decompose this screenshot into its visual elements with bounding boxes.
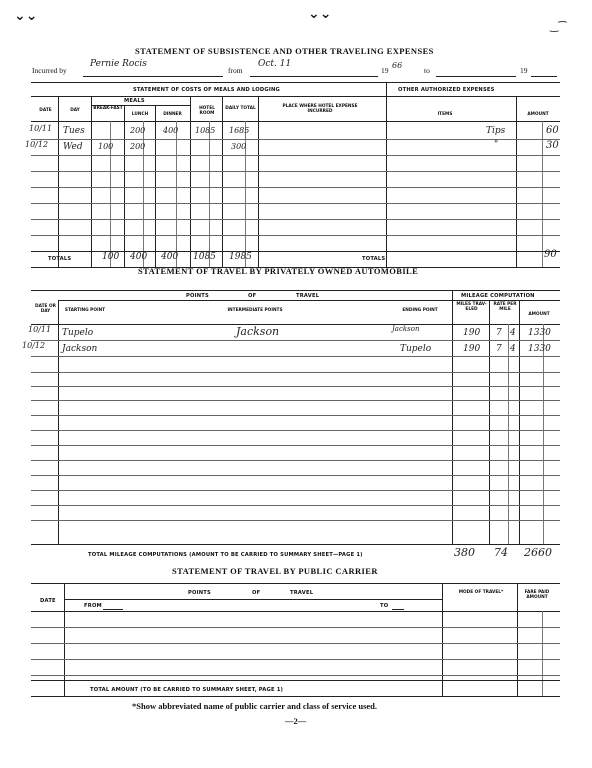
public-section-title: STATEMENT OF TRAVEL BY PUBLIC CARRIER [172,566,378,576]
meal-row1-item[interactable]: Tips [486,126,506,136]
col-miles-traveled: MILES TRAV-ELED [456,302,487,312]
total-mileage-label: TOTAL MILEAGE COMPUTATIONS (AMOUNT TO BE CARRIED TO SUMMARY SHEET—PAGE 1) [88,552,363,558]
auto-points-header-3: TRAVEL [296,293,320,299]
pub-to-label: TO [380,603,389,609]
meal-row1-daily[interactable]: 1685 [229,126,250,135]
total-dinner[interactable]: 400 [161,252,179,262]
other-totals-label: TOTALS [362,256,386,262]
meal-row1-dinner[interactable]: 400 [163,126,179,135]
meal-row2-daily[interactable]: 300 [231,142,247,151]
col-lunch: LUNCH [131,112,149,117]
meals-section-title: STATEMENT OF COSTS OF MEALS AND LODGING [133,87,280,93]
auto-row2-amount[interactable]: 1330 [528,344,551,354]
col-amount: AMOUNT [527,112,549,117]
punch-mark-center: ⌄⌄ [308,6,332,22]
col-dinner: DINNER [163,112,182,117]
meal-row2-day[interactable]: Wed [63,142,83,152]
punch-mark-left: ⌄⌄ [14,8,38,24]
meal-row2-item[interactable]: " [494,140,499,150]
auto-points-header-2: OF [248,293,257,299]
col-intermediate-points: INTERMEDIATE POINTS [227,308,283,313]
pub-points-header-1: POINTS [188,590,211,596]
meal-row2-breakfast[interactable]: 100 [98,142,114,151]
total-lunch[interactable]: 400 [130,252,148,262]
auto-row2-date[interactable]: 10/12 [22,341,46,350]
meal-row1-hotel[interactable]: 1085 [195,126,216,135]
col-auto-amount: AMOUNT [528,312,550,317]
meal-row1-day[interactable]: Tues [63,126,85,136]
meals-group-label: MEALS [124,98,145,104]
col-items: ITEMS [437,112,453,117]
pub-from-label: FROM [84,603,102,609]
page-number: —2— [285,716,307,726]
auto-row2-ending[interactable]: Tupelo [400,344,432,354]
auto-section-title: STATEMENT OF TRAVEL BY PRIVATELY OWNED AUTOMOBILE [138,266,419,276]
col-starting-point: STARTING POINT [64,308,106,313]
auto-row1-starting[interactable]: Tupelo [62,328,94,338]
col-date-or-day: DATE OR DAY [35,304,56,314]
incurred-by-label: Incurred by [32,66,67,75]
col-hotel: HOTEL ROOM [199,106,215,116]
auto-row1-ending[interactable]: Jackson [392,325,420,333]
auto-row2-starting[interactable]: Jackson [62,344,98,354]
auto-row1-rate-cents[interactable]: 4 [510,328,516,338]
meal-row2-lunch[interactable]: 200 [130,142,146,151]
col-date: DATE [39,108,52,113]
col-fare-paid: FARE PAID AMOUNT [524,590,550,600]
total-other-amount[interactable]: 90 [544,249,557,260]
total-rate[interactable]: 74 [494,546,508,559]
total-hotel[interactable]: 1085 [193,252,216,262]
auto-row1-amount[interactable]: 1330 [528,328,551,338]
meal-row1-date[interactable]: 10/11 [29,124,53,133]
col-daily: DAILY TOTAL [225,106,256,111]
from-date-value[interactable]: Oct. 11 [258,59,292,69]
auto-row1-miles[interactable]: 190 [463,328,481,338]
total-miles[interactable]: 380 [454,546,475,559]
col-rate-per-mile: RATE PER MILE [493,302,517,312]
pub-points-header-3: TRAVEL [290,590,314,596]
from-label: from [228,66,243,75]
total-amount-label: TOTAL AMOUNT (TO BE CARRIED TO SUMMARY SHEET, PAGE 1) [90,687,284,693]
col-mode-of-travel: MODE OF TRAVEL* [458,590,504,595]
footnote: *Show abbreviated name of public carrier and class of service used. [132,701,377,711]
col-ending-point: ENDING POINT [402,308,438,313]
auto-row1-date[interactable]: 10/11 [28,325,52,334]
meal-row1-amount[interactable]: 60 [546,125,559,136]
mileage-header: MILEAGE COMPUTATION [461,293,535,299]
total-daily[interactable]: 1985 [229,252,252,262]
total-breakfast[interactable]: 100 [102,252,120,262]
pub-points-header-2: OF [252,590,261,596]
meals-totals-label: TOTALS [48,256,72,262]
punch-mark-right: ‿⁀ [550,22,567,33]
year1-value[interactable]: 66 [392,61,403,70]
total-auto-amount[interactable]: 2660 [524,546,552,559]
auto-row2-miles[interactable]: 190 [463,344,481,354]
other-expenses-title: OTHER AUTHORIZED EXPENSES [398,87,495,93]
auto-row1-intermediate[interactable]: Jackson [236,325,280,338]
auto-points-header-1: POINTS [186,293,209,299]
to-label: to [424,66,430,75]
incurred-by-value[interactable]: Pernie Rocis [90,59,147,69]
col-breakfast: BREAK-FAST [93,106,123,111]
meal-row2-date[interactable]: 10/12 [25,140,49,149]
meal-row2-amount[interactable]: 30 [546,140,559,151]
subsistence-title: STATEMENT OF SUBSISTENCE AND OTHER TRAVELING EXPENSES [135,46,434,56]
col-pub-date: DATE [40,598,56,604]
year2-prefix: 19 [520,66,528,75]
col-day: DAY [70,108,80,113]
col-place: PLACE WHERE HOTEL EXPENSE INCURRED [282,104,358,114]
year1-prefix: 19 [381,66,389,75]
auto-row2-rate-cents[interactable]: 4 [510,344,516,354]
auto-row2-rate[interactable]: 7 [496,344,502,354]
auto-row1-rate[interactable]: 7 [496,328,502,338]
meal-row1-lunch[interactable]: 200 [130,126,146,135]
